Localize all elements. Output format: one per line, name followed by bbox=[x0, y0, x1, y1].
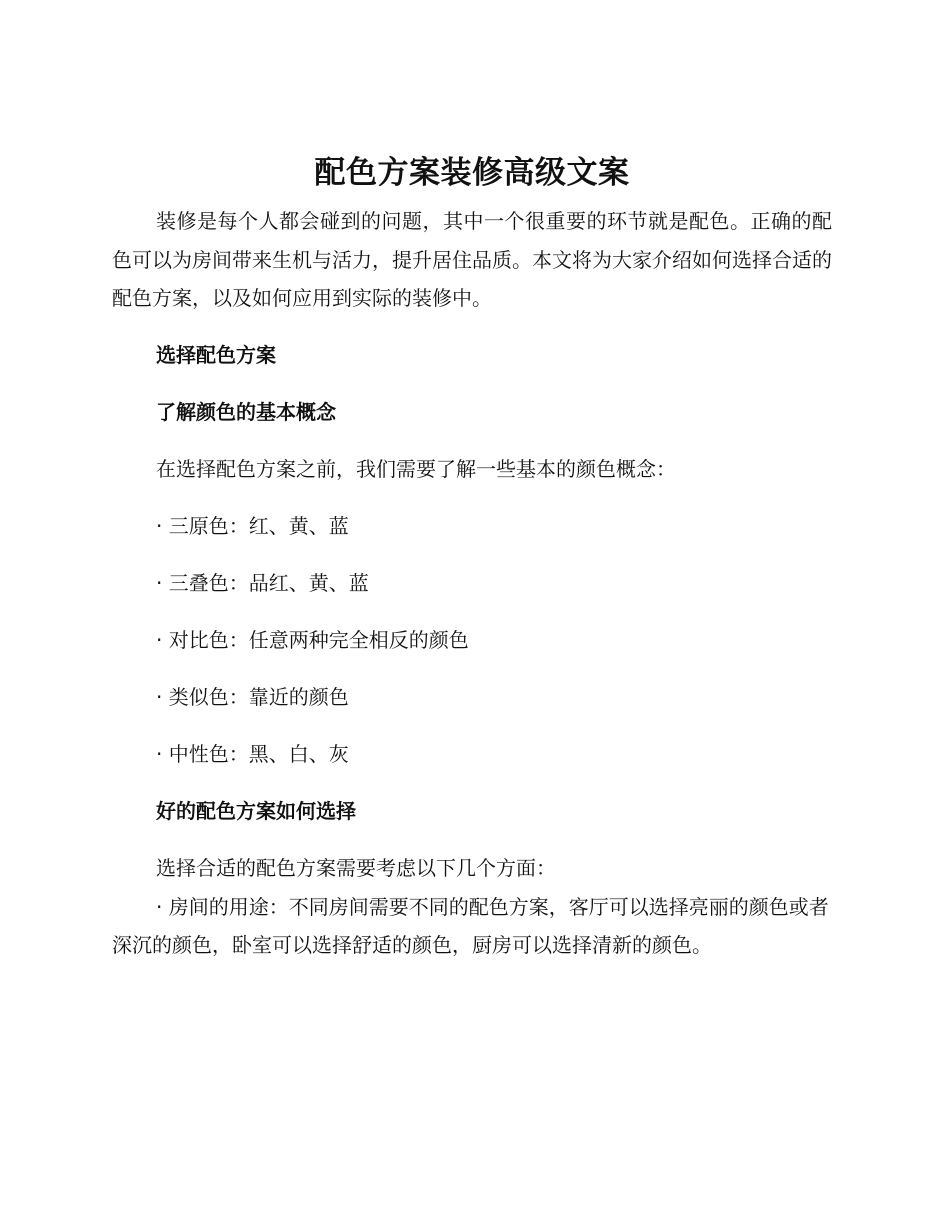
color-basics-intro: 在选择配色方案之前，我们需要了解一些基本的颜色概念： bbox=[156, 457, 676, 481]
document-body bbox=[112, 150, 832, 965]
list-item-secondary-colors: · 三叠色：品红、黄、蓝 bbox=[156, 571, 369, 595]
list-item-primary-colors: · 三原色：红、黄、蓝 bbox=[156, 514, 349, 538]
section-heading-color-basics: 了解颜色的基本概念 bbox=[156, 400, 336, 424]
list-item-contrast-colors: · 对比色：任意两种完全相反的颜色 bbox=[156, 628, 469, 652]
list-item-analogous-colors: · 类似色：靠近的颜色 bbox=[156, 685, 349, 709]
intro-paragraph: 装修是每个人都会碰到的问题，其中一个很重要的环节就是配色。正确的配色可以为房间带来生机与活力，提升居住品质。本文将为大家介绍如何选择合适的配色方案，以及如何应用到实际的装修中。 bbox=[112, 209, 832, 310]
list-item-room-purpose: · 房间的用途：不同房间需要不同的配色方案，客厅可以选择亮丽的颜色或者深沉的颜色，卧室可以选择舒适的颜色，厨房可以选择清新的颜色。 bbox=[112, 894, 829, 957]
section-heading-choose-scheme: 选择配色方案 bbox=[156, 343, 276, 367]
section-heading-good-scheme: 好的配色方案如何选择 bbox=[156, 799, 356, 823]
list-item-neutral-colors: · 中性色：黑、白、灰 bbox=[156, 742, 349, 766]
good-scheme-intro: 选择合适的配色方案需要考虑以下几个方面： bbox=[156, 856, 556, 880]
document-title: 配色方案装修高级文案 bbox=[314, 155, 630, 191]
